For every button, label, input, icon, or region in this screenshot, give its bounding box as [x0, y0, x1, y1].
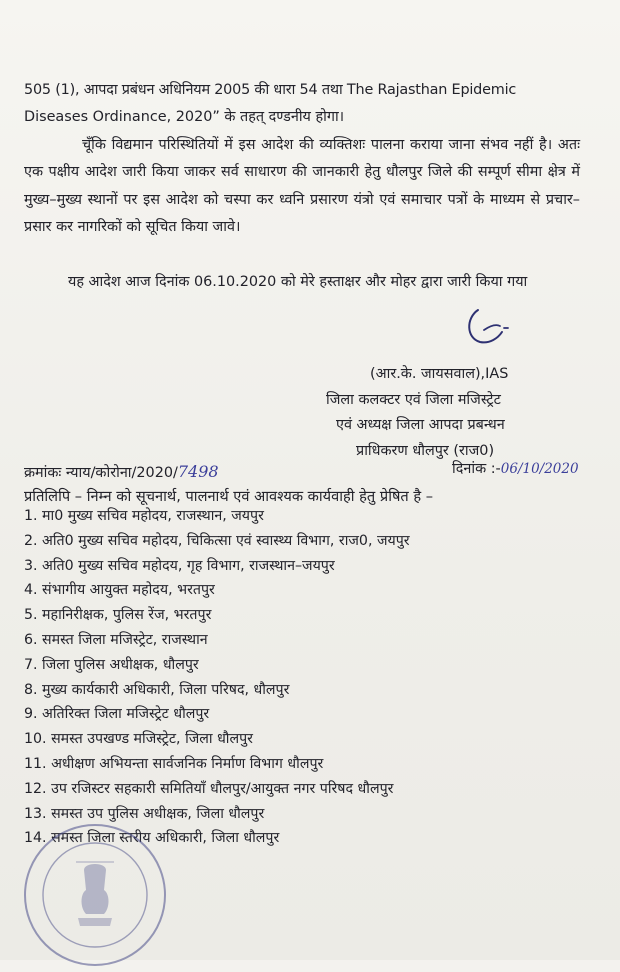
signature-block: [326, 362, 596, 464]
kramank-handwritten-number: 7498: [177, 462, 219, 481]
copy-to-item: 14. समस्त जिला स्तरीय अधिकारी, जिला धौलपुर: [24, 830, 280, 847]
order-para1-line2: Diseases Ordinance, 2020” के तहत् दण्डनीय होगा।: [24, 109, 345, 125]
copy-to-item: 12. उप रजिस्टर सहकारी समितियाँ धौलपुर/आयुक्त नगर परिषद धौलपुर: [24, 780, 394, 797]
copy-to-item: 7. जिला पुलिस अधीक्षक, धौलपुर: [24, 656, 199, 673]
signatory-designation-2: एवं अध्यक्ष जिला आपदा प्रबन्धन: [336, 417, 505, 433]
kramank-label: क्रमांकः न्याय/कोरोना/2020/: [24, 465, 178, 481]
copy-to-item: 3. अति0 मुख्य सचिव महोदय, गृह विभाग, राजस्थान–जयपुर: [24, 557, 335, 574]
order-para2-block: [24, 132, 580, 242]
copy-to-item: 6. समस्त जिला मजिस्ट्रेट, राजस्थान: [24, 631, 208, 648]
copy-to-heading: प्रतिलिपि – निम्न को सूचनार्थ, पालनार्थ एवं आवश्यक कार्यवाही हेतु प्रेषित है –: [24, 488, 434, 505]
copy-to-item: 4. संभागीय आयुक्त महोदय, भरतपुर: [24, 582, 215, 599]
copy-to-item: 13. समस्त उप पुलिस अधीक्षक, जिला धौलपुर: [24, 805, 265, 822]
reference-number: [24, 462, 219, 482]
signatory-name: (आर.के. जायसवाल),IAS: [370, 366, 509, 382]
copy-to-item: 8. मुख्य कार्यकारी अधिकारी, जिला परिषद, धौलपुर: [24, 681, 290, 698]
signature-scribble: [460, 300, 520, 350]
reference-date: [452, 459, 579, 478]
copy-to-item: 5. महानिरीक्षक, पुलिस रेंज, भरतपुर: [24, 607, 212, 624]
order-para3-block: [24, 269, 580, 296]
copy-to-item: 11. अधीक्षण अभियन्ता सार्वजनिक निर्माण विभाग धौलपुर: [24, 755, 324, 772]
copy-to-list: [24, 506, 604, 853]
copy-to-item: 9. अतिरिक्त जिला मजिस्ट्रेट धौलपुर: [24, 706, 210, 723]
dinank-label: दिनांक :-: [452, 461, 501, 477]
order-para3: यह आदेश आज दिनांक 06.10.2020 को मेरे हस्ताक्षर और मोहर द्वारा जारी किया गया: [68, 274, 528, 290]
office-seal-stamp: [18, 818, 172, 972]
order-para2: चूँकि विद्यमान परिस्थितियों में इस आदेश की व्यक्तिशः पालना कराया जाना संभव नहीं है। अतः एक पक्षीय आदेश जारी किया जाकर सर्व साधारण की जानकारी हेतु धौलपुर जिले की सम्पूर्ण सीमा क्षेत्र में मुख्य–मुख्य स्थानों पर इस आदेश को चस्पा कर ध्वनि प्रसारण यंत्रो एवं समाचार पत्रों के माध्यम से प्रचार–प्रसार कर नागरिकों को सूचित किया जावे।: [24, 137, 580, 236]
order-para1-line1: 505 (1), आपदा प्रबंधन अधिनियम 2005 की धारा 54 तथा The Rajasthan Epidemic: [24, 82, 517, 98]
copy-to-item: 1. मा0 मुख्य सचिव महोदय, राजस्थान, जयपुर: [24, 508, 264, 524]
dinank-handwritten-date: 06/10/2020: [500, 461, 579, 477]
signatory-designation-3: प्राधिकरण धौलपुर (राज0): [356, 442, 495, 459]
signatory-designation-1: जिला कलक्टर एवं जिला मजिस्ट्रेट: [326, 391, 501, 408]
copy-to-item: 2. अति0 मुख्य सचिव महोदय, चिकित्सा एवं स्वास्थ्य विभाग, राज0, जयपुर: [24, 532, 410, 549]
copy-to-item: 10. समस्त उपखण्ड मजिस्ट्रेट, जिला धौलपुर: [24, 731, 253, 748]
